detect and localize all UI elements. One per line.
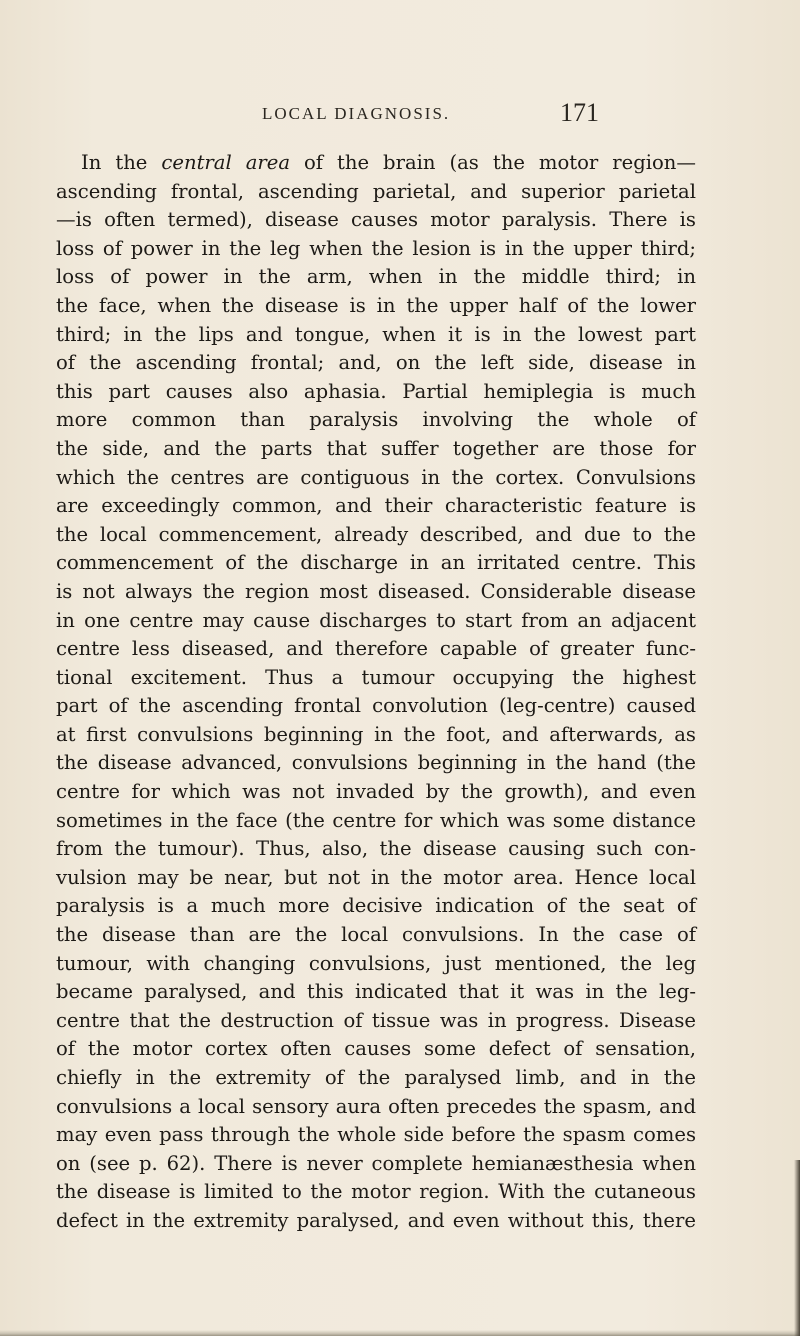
text-line: may even pass through the whole side before the spasm comes [56,1123,696,1147]
text-line: from the tumour). Thus, also, the disease causing such con- [56,837,696,861]
text-line: part of the ascending frontal convolution (leg-centre) caused [56,694,696,718]
text-line: the side, and the parts that suffer together are those for [56,436,696,460]
text-line: commencement of the discharge in an irritated centre. This [56,551,696,575]
text-line: the face, when the disease is in the upper half of the lower [56,293,696,317]
text-line: loss of power in the leg when the lesion is in the upper third; [56,236,696,260]
text-line: the disease advanced, convulsions beginning in the hand (the [56,751,696,775]
text-line: —is often termed), disease causes motor paralysis. There is [56,208,696,232]
text-line: on (see p. 62). There is never complete hemianæsthesia when [56,1151,696,1175]
page-right-shadow [794,1160,800,1336]
text-line: is not always the region most diseased. Considerable disease [56,579,696,603]
text-line: which the centres are contiguous in the cortex. Convulsions [56,465,696,489]
text-line: more common than paralysis involving the whole of [56,408,696,432]
text-line: sometimes in the face (the centre for which was some distance [56,808,696,832]
text-line: centre for which was not invaded by the growth), and even [56,780,696,804]
text-line: this part causes also aphasia. Partial hemiplegia is much [56,379,696,403]
italic-term: central area [161,151,291,174]
text-line: centre that the destruction of tissue was in progress. Disease [56,1008,696,1032]
text-line: defect in the extremity paralysed, and even without this, there [56,1208,696,1232]
page-bottom-edge [0,1330,800,1336]
text-line: convulsions a local sensory aura often precedes the spasm, and [56,1094,696,1118]
page-header [0,98,800,138]
text-line: of the ascending frontal; and, on the left side, disease in [56,351,696,375]
page-number: 171 [560,98,599,127]
text-line: third; in the lips and tongue, when it is in the lowest part [56,322,696,346]
text-line: tumour, with changing convulsions, just mentioned, the leg [56,951,696,975]
text-line: the disease than are the local convulsions. In the case of [56,923,696,947]
text-line: chiefly in the extremity of the paralysed limb, and in the [56,1066,696,1089]
text-line [56,149,696,178]
text-line: ascending frontal, ascending parietal, and superior parietal [56,179,696,203]
text-line: paralysis is a much more decisive indication of the seat of [56,894,696,918]
text-line-start: In the [81,151,162,174]
text-line: centre less diseased, and therefore capable of greater func- [56,637,696,661]
text-line: at first convulsions beginning in the foot, and afterwards, as [56,722,696,746]
text-line: loss of power in the arm, when in the middle third; in [56,265,696,289]
text-line: became paralysed, and this indicated that it was in the leg- [56,980,696,1004]
running-head: LOCAL DIAGNOSIS. [262,104,451,123]
text-line: the local commencement, already described, and due to the [56,522,696,546]
text-line: of the motor cortex often causes some defect of sensation, [56,1037,696,1061]
text-line: the disease is limited to the motor region. With the cutaneous [56,1180,696,1204]
text-line: tional excitement. Thus a tumour occupying the highest [56,665,696,689]
text-line: are exceedingly common, and their characteristic feature is [56,494,696,518]
text-line: vulsion may be near, but not in the motor area. Hence local [56,865,696,889]
text-line-end: of the brain (as the motor region— [290,151,697,174]
body-paragraph [56,149,696,1236]
text-line: in one centre may cause discharges to start from an adjacent [56,608,696,632]
